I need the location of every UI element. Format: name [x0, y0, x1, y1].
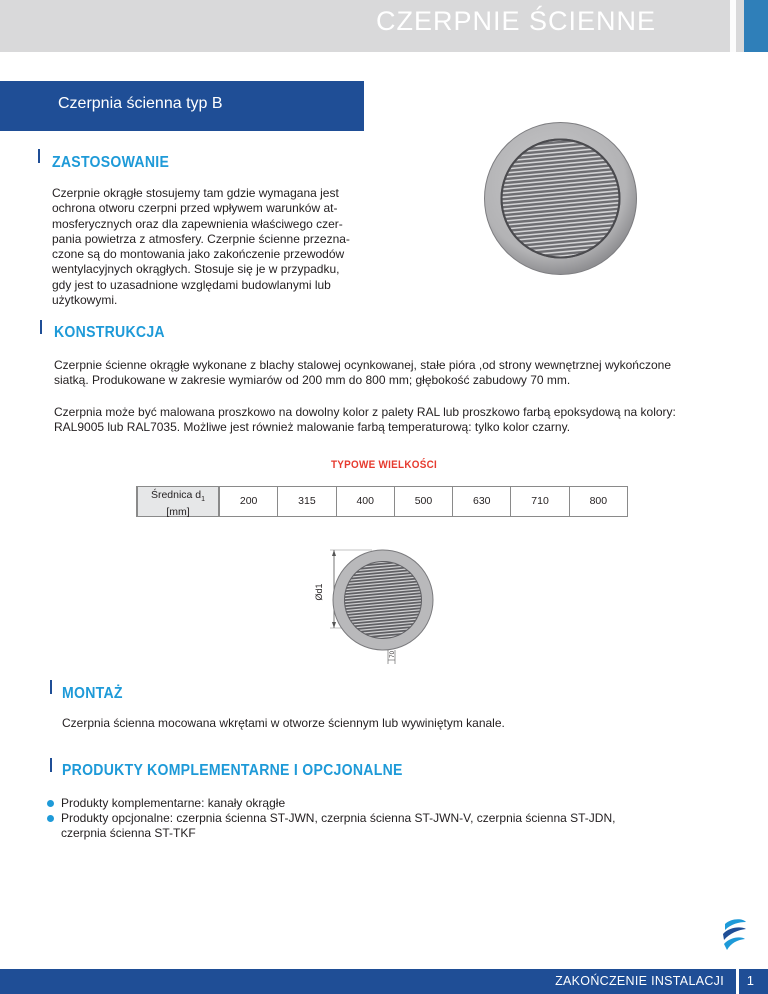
footer-separator: [736, 969, 739, 994]
section-marker: [50, 680, 52, 694]
page-number: 1: [746, 973, 754, 988]
section-title-zastosowanie: ZASTOSOWANIE: [52, 154, 170, 171]
size-cell: 500: [394, 487, 452, 516]
dimension-drawing: [310, 540, 440, 668]
depth-label: 70: [390, 651, 396, 658]
footer-bar: [0, 969, 768, 994]
size-cell: 200: [219, 487, 277, 516]
bullet-icon: [47, 800, 54, 807]
company-logo-icon: [719, 916, 749, 956]
konstrukcja-text-2: Czerpnia może być malowana proszkowo na dowolny kolor z palety RAL lub proszkowo farbą epoksydową na kolory: RAL9005 lub RAL7035. Możliwe jest również malowanie farbą temperaturową: tylko kolor czarny.: [54, 405, 676, 435]
bullet-item: Produkty opcjonalne: czerpnia ścienna ST-JWN, czerpnia ścienna ST-JWN-V, czerpnia ścienna ST-JDN,: [47, 811, 615, 826]
bullet-icon: [47, 815, 54, 822]
section-marker: [50, 758, 52, 772]
size-cell: 315: [277, 487, 335, 516]
diameter-label: Ød1: [314, 583, 324, 601]
bullet-item: Produkty komplementarne: kanały okrągłe: [47, 796, 285, 811]
section-title-montaz: MONTAŻ: [62, 685, 123, 702]
section-title-produkty: PRODUKTY KOMPLEMENTARNE I OPCJONALNE: [62, 762, 403, 779]
size-cell: 800: [569, 487, 627, 516]
size-cell: 630: [452, 487, 510, 516]
product-photo: [483, 121, 638, 276]
size-cell: 710: [510, 487, 568, 516]
section-title-konstrukcja: KONSTRUKCJA: [54, 324, 165, 341]
bullet-continuation: czerpnia ścienna ST-TKF: [61, 826, 196, 840]
section-marker: [38, 149, 40, 163]
product-title: Czerpnia ścienna typ B: [58, 95, 223, 112]
sizes-title: TYPOWE WIELKOŚCI: [330, 459, 438, 471]
sizes-table-header: Średnica $d_1$ [mm]: [136, 486, 219, 517]
header-accent-block: [744, 0, 768, 52]
footer-section-label: ZAKOŃCZENIE INSTALACJI: [555, 974, 724, 988]
sizes-table: [136, 486, 628, 517]
page-title: CZERPNIE ŚCIENNE: [375, 6, 656, 36]
size-cell: 400: [336, 487, 394, 516]
header-accent-stripe: [730, 0, 736, 52]
header-bar: [0, 0, 768, 52]
section-marker: [40, 320, 42, 334]
product-banner: [0, 81, 364, 131]
zastosowanie-text: Czerpnie okrągłe stosujemy tam gdzie wymagana jest ochrona otworu czerpni przed wpływem warunków at- mosferycznych oraz dla zapewnienia właściwego czer- pania powietrza z atmosfery. Czerpnie ścienne przezna- czone są do montowania jako zakończenie przewodów wentylacyjnych okrągłych. Stosuje się je w przypadku, gdy jest to uzasadnione względami budowlanymi lub użytkowymi.: [52, 186, 350, 308]
konstrukcja-text-1: Czerpnie ścienne okrągłe wykonane z blachy stalowej ocynkowanej, stałe pióra ,od strony wewnętrznej wykończone siatką. Produkowane w zakresie wymiarów od 200 mm do 800 mm; głębokość zabudowy 70 mm.: [54, 358, 671, 388]
montaz-text: Czerpnia ścienna mocowana wkrętami w otworze ściennym lub wywiniętym kanale.: [62, 716, 505, 730]
